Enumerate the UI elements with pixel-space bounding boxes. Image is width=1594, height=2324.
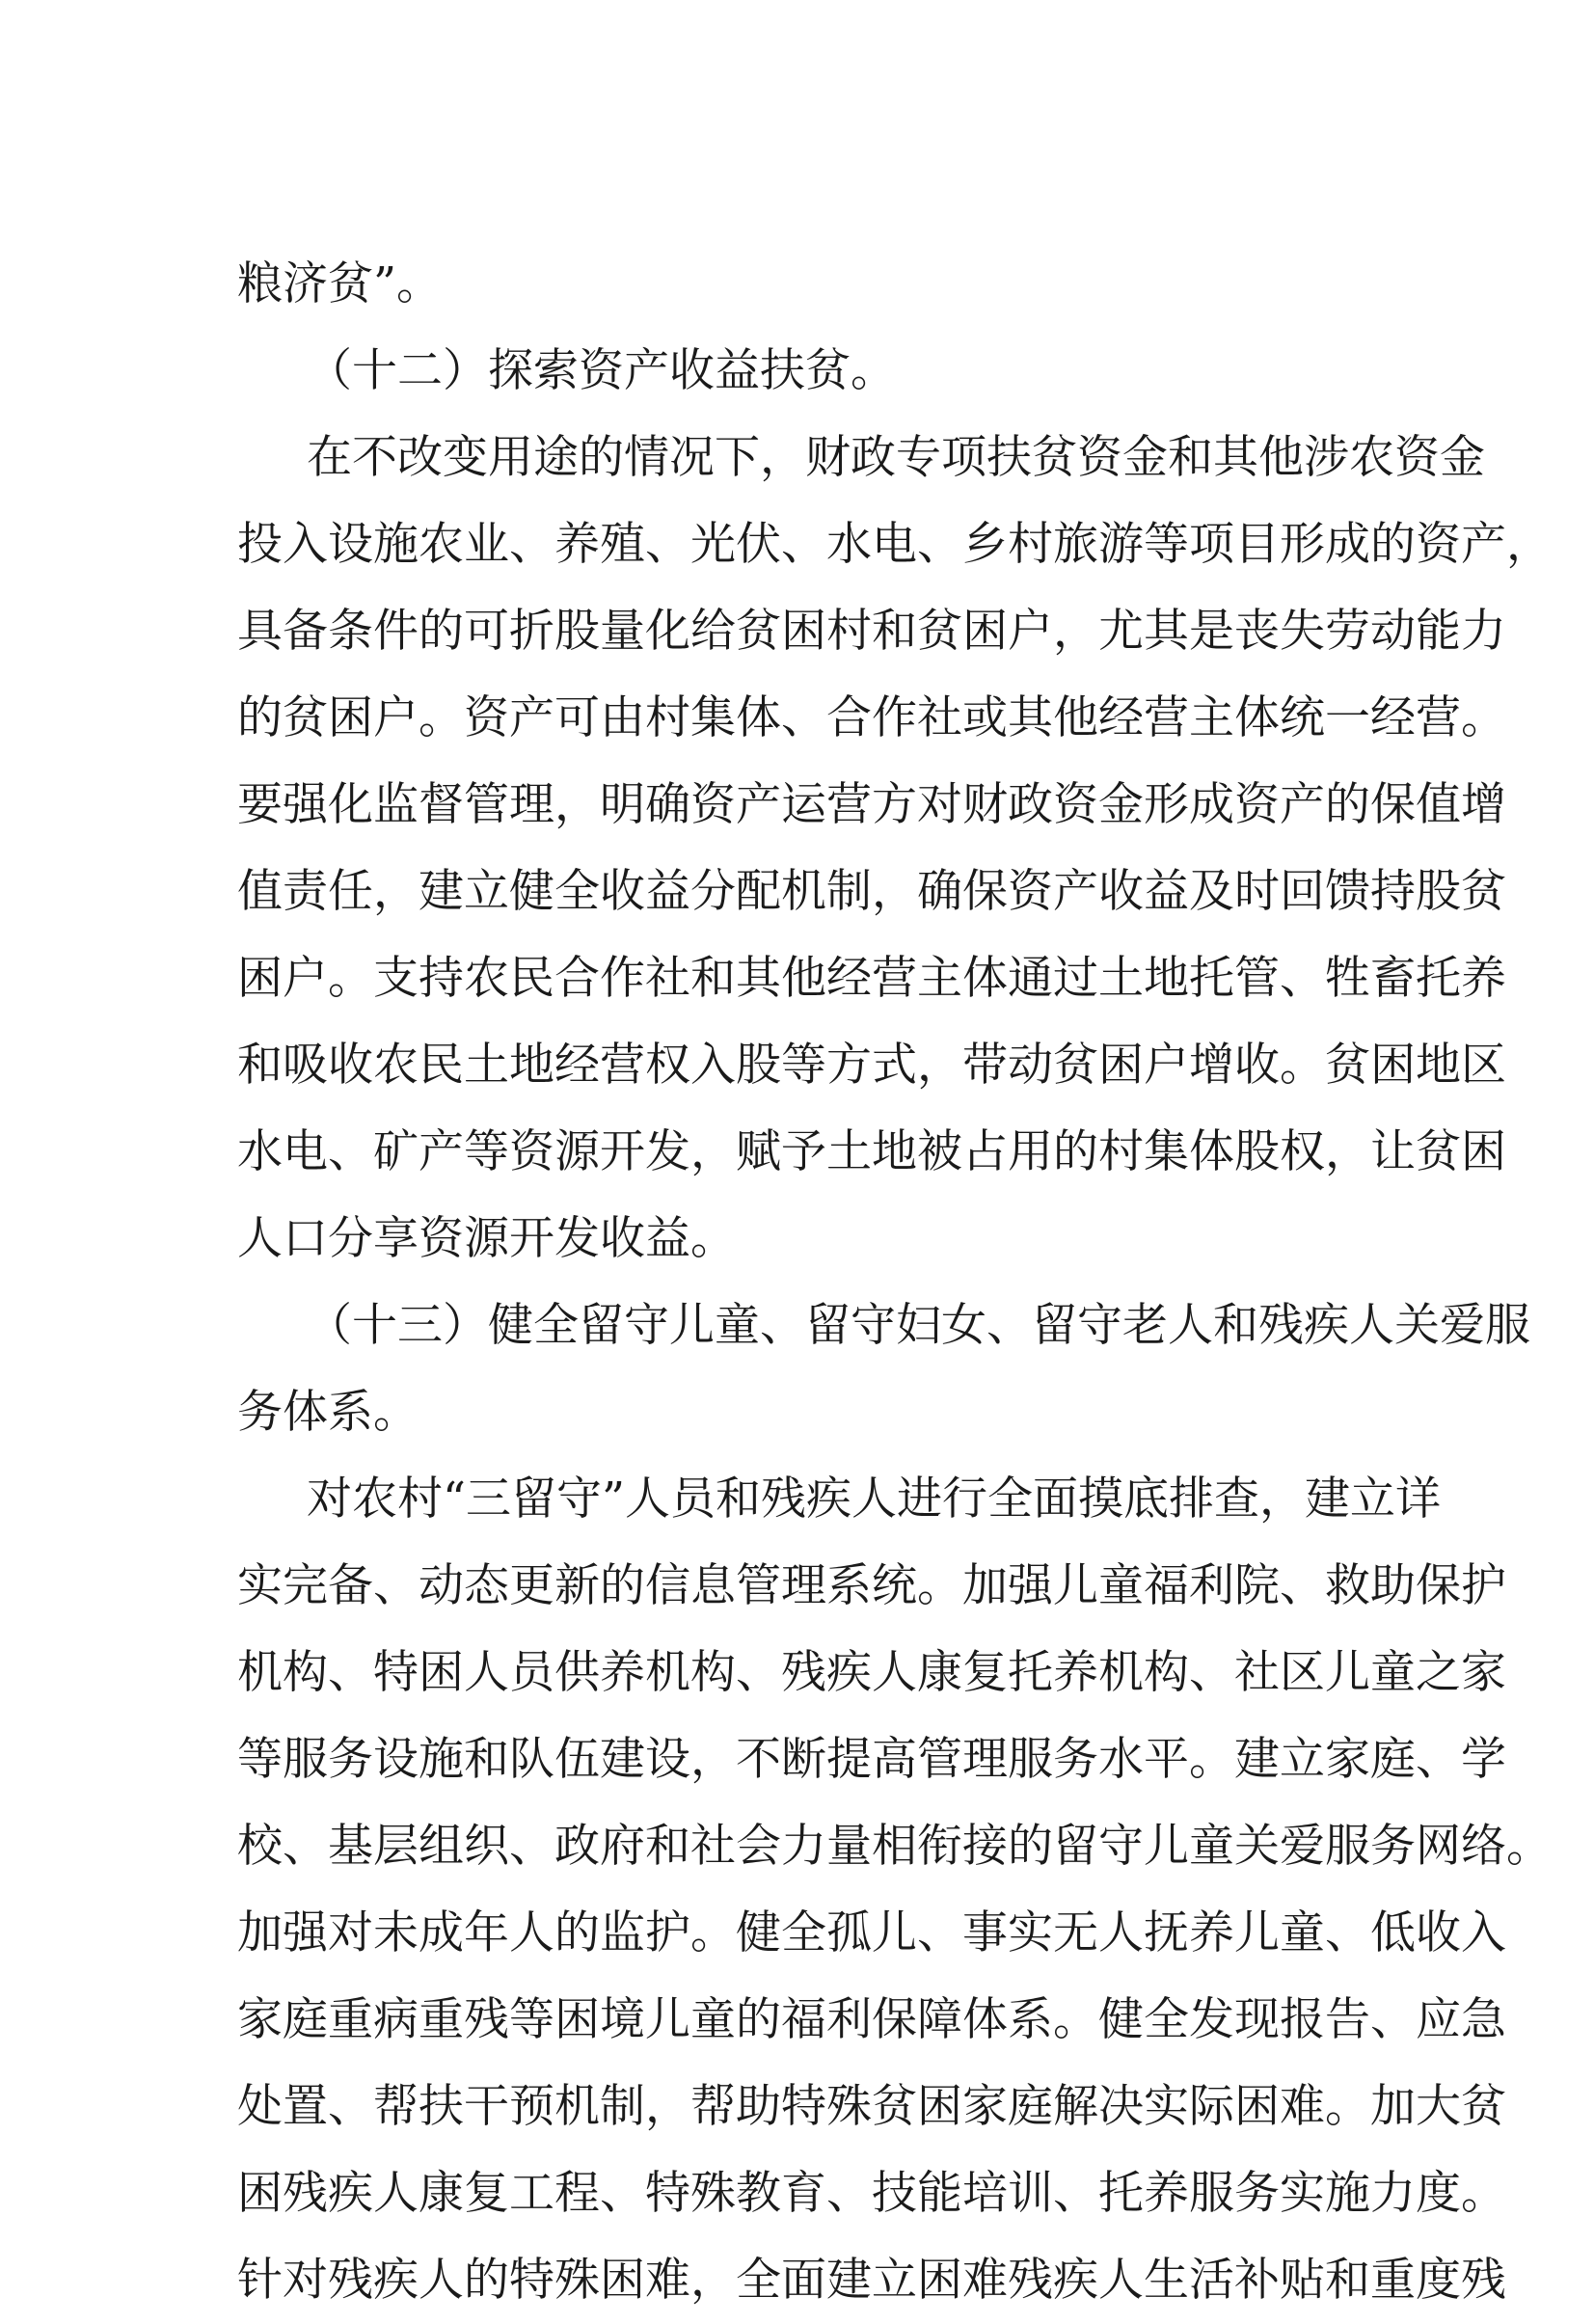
section-heading-continued: 务体系。 xyxy=(237,1386,419,1439)
text-line: 人口分享资源开发收益。 xyxy=(237,1212,736,1265)
text-line: 粮济贫”。 xyxy=(237,257,443,311)
text-line: 困户。支持农民合作社和其他经营主体通过土地托管、牲畜托养 xyxy=(237,952,1506,1005)
text-line: 具备条件的可折股量化给贫困村和贫困户，尤其是丧失劳动能力 xyxy=(237,605,1506,658)
section-heading: （十三）健全留守儿童、留守妇女、留守老人和残疾人关爱服 xyxy=(307,1299,1530,1352)
text-line: 的贫困户。资产可由村集体、合作社或其他经营主体统一经营。 xyxy=(237,691,1506,744)
text-line: 针对残疾人的特殊困难，全面建立困难残疾人生活补贴和重度残 xyxy=(237,2254,1506,2307)
text-line: 投入设施农业、养殖、光伏、水电、乡村旅游等项目形成的资产， xyxy=(237,518,1552,571)
text-line: 等服务设施和队伍建设，不断提高管理服务水平。建立家庭、学 xyxy=(237,1733,1506,1786)
text-line: 水电、矿产等资源开发，赋予土地被占用的村集体股权，让贫困 xyxy=(237,1125,1506,1178)
text-line: 家庭重病重残等困境儿童的福利保障体系。健全发现报告、应急 xyxy=(237,1993,1506,2046)
text-line: 机构、特困人员供养机构、残疾人康复托养机构、社区儿童之家 xyxy=(237,1646,1506,1699)
text-line: 实完备、动态更新的信息管理系统。加强儿童福利院、救助保护 xyxy=(237,1559,1506,1612)
section-heading: （十二）探索资产收益扶贫。 xyxy=(307,344,896,397)
text-line: 要强化监督管理，明确资产运营方对财政资金形成资产的保值增 xyxy=(237,778,1506,831)
text-line: 值责任，建立健全收益分配机制，确保资产收益及时回馈持股贫 xyxy=(237,865,1506,918)
text-line: 困残疾人康复工程、特殊教育、技能培训、托养服务实施力度。 xyxy=(237,2167,1506,2220)
text-line: 对农村“三留守”人员和残疾人进行全面摸底排查，建立详 xyxy=(307,1473,1442,1526)
text-line: 处置、帮扶干预机制，帮助特殊贫困家庭解决实际困难。加大贫 xyxy=(237,2080,1506,2133)
text-line: 校、基层组织、政府和社会力量相衔接的留守儿童关爱服务网络。 xyxy=(237,1820,1552,1873)
text-line: 在不改变用途的情况下，财政专项扶贫资金和其他涉农资金 xyxy=(307,431,1485,484)
text-line: 和吸收农民土地经营权入股等方式，带动贫困户增收。贫困地区 xyxy=(237,1039,1506,1092)
text-line: 加强对未成年人的监护。健全孤儿、事实无人抚养儿童、低收入 xyxy=(237,1906,1506,1959)
